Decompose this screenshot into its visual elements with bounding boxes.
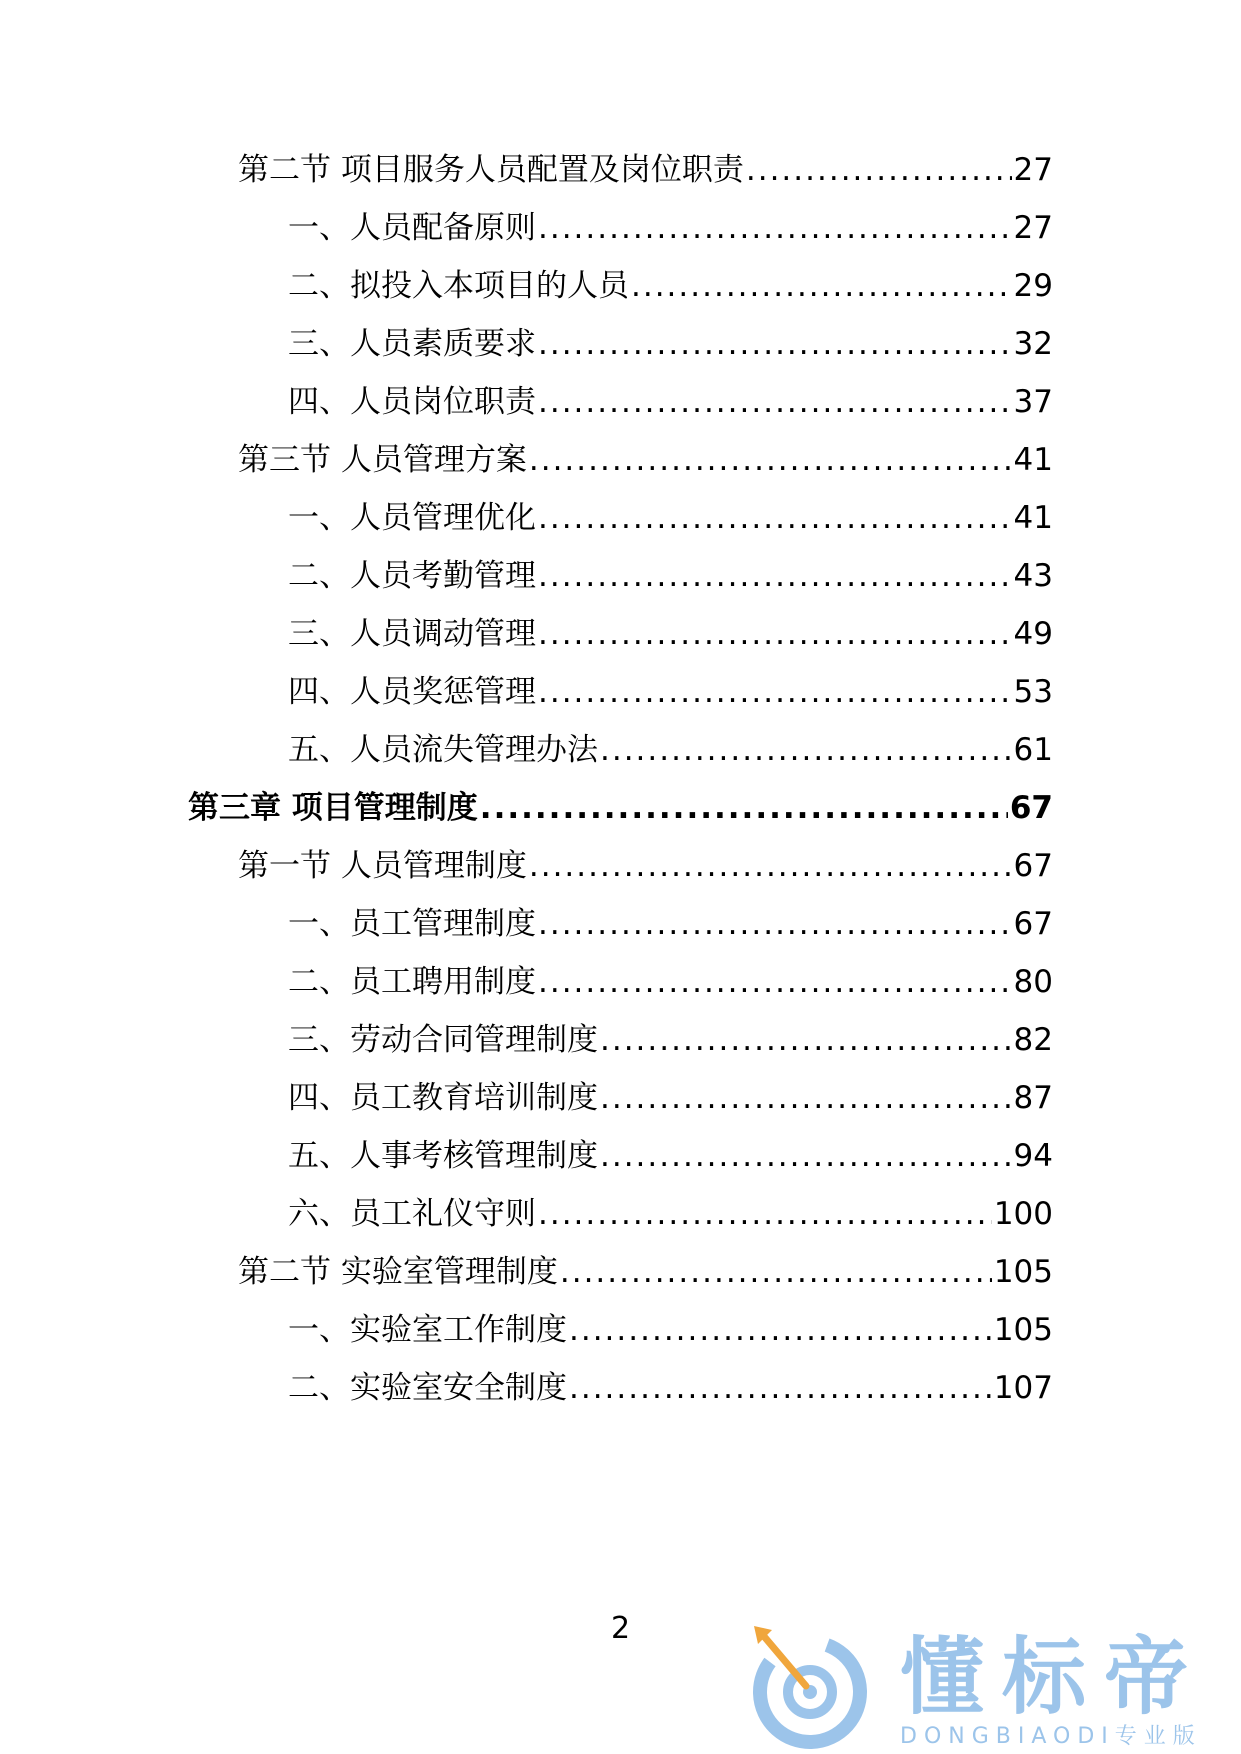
- toc-entry-page: 105: [993, 1254, 1053, 1290]
- toc-leader-dots: [746, 150, 1012, 190]
- toc-entry-page: 105: [993, 1312, 1053, 1348]
- toc-entry[interactable]: [288, 556, 1053, 596]
- toc-entry-title: 三、劳动合同管理制度: [288, 1022, 598, 1058]
- toc-leader-dots: [600, 1078, 1012, 1118]
- toc-leader-dots: [600, 1020, 1012, 1060]
- toc-leader-dots: [631, 266, 1012, 306]
- toc-entry-title: 一、人员管理优化: [288, 500, 536, 536]
- toc-leader-dots: [538, 498, 1012, 538]
- toc-entry[interactable]: [288, 1368, 1053, 1408]
- toc-entry[interactable]: [288, 904, 1053, 944]
- toc-entry-title: 五、人员流失管理办法: [288, 732, 598, 768]
- toc-entry[interactable]: [288, 1194, 1053, 1234]
- toc-entry[interactable]: [288, 672, 1053, 712]
- toc-leader-dots: [600, 730, 1012, 770]
- toc-entry-page: 41: [1013, 500, 1053, 536]
- toc-entry-title: 六、员工礼仪守则: [288, 1196, 536, 1232]
- toc-entry-page: 82: [1013, 1022, 1053, 1058]
- toc-entry-page: 67: [1013, 906, 1053, 942]
- toc-entry-title: 二、实验室安全制度: [288, 1370, 567, 1406]
- toc-leader-dots: [538, 324, 1012, 364]
- toc-entry[interactable]: [238, 150, 1053, 190]
- watermark-subtitle: DONGBIAODI专业版: [900, 1724, 1202, 1749]
- toc-entry-title: 第三节 人员管理方案: [238, 442, 527, 478]
- toc-leader-dots: [538, 556, 1012, 596]
- toc-leader-dots: [538, 962, 1012, 1002]
- toc-entry-title: 第一节 人员管理制度: [238, 848, 527, 884]
- toc-entry[interactable]: [288, 1136, 1053, 1176]
- toc-entry-title: 第三章 项目管理制度: [188, 790, 478, 826]
- toc-entry-page: 67: [1009, 790, 1053, 826]
- toc-entry-page: 27: [1013, 152, 1053, 188]
- target-arrow-icon: [746, 1622, 876, 1752]
- page-number: 2: [610, 1611, 631, 1646]
- toc-leader-dots: [569, 1368, 992, 1408]
- toc-entry-title: 二、员工聘用制度: [288, 964, 536, 1000]
- toc-entry-title: 三、人员调动管理: [288, 616, 536, 652]
- toc-entry-page: 41: [1013, 442, 1053, 478]
- toc-entry[interactable]: [288, 382, 1053, 422]
- toc-leader-dots: [538, 614, 1012, 654]
- toc-entry[interactable]: [238, 846, 1053, 886]
- toc-leader-dots: [538, 904, 1012, 944]
- toc-entry[interactable]: [288, 962, 1053, 1002]
- toc-leader-dots: [560, 1252, 992, 1292]
- toc-leader-dots: [538, 382, 1012, 422]
- toc-entry[interactable]: [288, 730, 1053, 770]
- toc-entry-title: 四、员工教育培训制度: [288, 1080, 598, 1116]
- toc-entry-page: 29: [1013, 268, 1053, 304]
- watermark-brand: 懂标帝: [900, 1628, 1207, 1726]
- toc-entry-page: 49: [1013, 616, 1053, 652]
- toc-entry-page: 94: [1013, 1138, 1053, 1174]
- toc-entry-page: 37: [1013, 384, 1053, 420]
- toc-entry-title: 二、拟投入本项目的人员: [288, 268, 629, 304]
- toc-entry-page: 43: [1013, 558, 1053, 594]
- toc-entry-title: 第二节 项目服务人员配置及岗位职责: [238, 152, 744, 188]
- toc-chapter-entry[interactable]: [188, 788, 1053, 828]
- toc-leader-dots: [529, 846, 1012, 886]
- toc-entry[interactable]: [288, 324, 1053, 364]
- toc-leader-dots: [538, 672, 1012, 712]
- toc-entry-page: 87: [1013, 1080, 1053, 1116]
- toc-entry-title: 二、人员考勤管理: [288, 558, 536, 594]
- toc-entry-page: 80: [1013, 964, 1053, 1000]
- toc-entry[interactable]: [288, 1310, 1053, 1350]
- toc-entry-title: 四、人员岗位职责: [288, 384, 536, 420]
- toc-entry-title: 一、员工管理制度: [288, 906, 536, 942]
- toc-entry-title: 一、人员配备原则: [288, 210, 536, 246]
- toc-entry-title: 四、人员奖惩管理: [288, 674, 536, 710]
- toc-entry-page: 67: [1013, 848, 1053, 884]
- toc-entry[interactable]: [288, 614, 1053, 654]
- toc-entry[interactable]: [288, 1020, 1053, 1060]
- toc-entry-page: 27: [1013, 210, 1053, 246]
- toc-entry-title: 五、人事考核管理制度: [288, 1138, 598, 1174]
- toc-leader-dots: [480, 788, 1008, 828]
- toc-entry[interactable]: [288, 498, 1053, 538]
- toc-leader-dots: [569, 1310, 992, 1350]
- toc-entry-title: 一、实验室工作制度: [288, 1312, 567, 1348]
- toc-leader-dots: [538, 1194, 992, 1234]
- toc-entry-page: 61: [1013, 732, 1053, 768]
- toc-entry[interactable]: [238, 440, 1053, 480]
- toc-entry-title: 三、人员素质要求: [288, 326, 536, 362]
- toc-leader-dots: [529, 440, 1012, 480]
- toc-leader-dots: [600, 1136, 1012, 1176]
- toc-entry-page: 107: [993, 1370, 1053, 1406]
- toc-entry[interactable]: [288, 1078, 1053, 1118]
- toc-leader-dots: [538, 208, 1012, 248]
- toc-entry-page: 32: [1013, 326, 1053, 362]
- toc-entry-page: 53: [1013, 674, 1053, 710]
- toc-entry-title: 第二节 实验室管理制度: [238, 1254, 558, 1290]
- watermark-logo: [740, 1620, 1240, 1754]
- toc-entry-page: 100: [993, 1196, 1053, 1232]
- toc-entry[interactable]: [288, 266, 1053, 306]
- toc-entry[interactable]: [238, 1252, 1053, 1292]
- toc-entry[interactable]: [288, 208, 1053, 248]
